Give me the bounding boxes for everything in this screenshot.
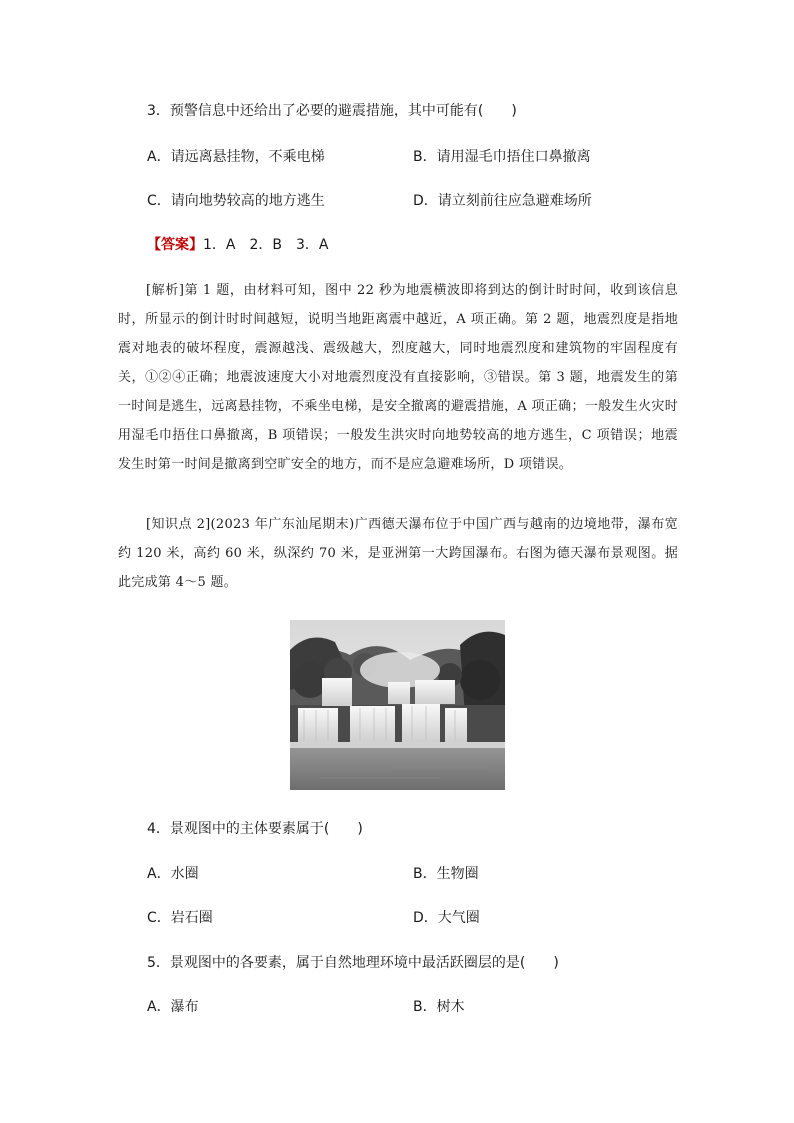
answer-line <box>147 235 328 255</box>
question-4-option-b: B．生物圈 <box>413 866 479 882</box>
question-4-option-c: C．岩石圈 <box>147 910 213 926</box>
question-3-option-c: C．请向地势较高的地方逃生 <box>147 193 325 209</box>
question-5-option-b: B．树木 <box>413 999 465 1015</box>
question-3-stem: 3．预警信息中还给出了必要的避震措施，其中可能有( ) <box>147 103 517 119</box>
answer-tag: 【答案】 <box>147 237 203 253</box>
question-3-option-a: A．请远离悬挂物，不乘电梯 <box>147 149 325 165</box>
question-4-option-a: A．水圈 <box>147 866 199 882</box>
question-5-stem: 5．景观图中的各要素，属于自然地理环境中最活跃圈层的是( ) <box>147 955 559 971</box>
answer-text: 1．A 2．B 3．A <box>203 237 329 253</box>
question-4-stem: 4．景观图中的主体要素属于( ) <box>147 821 363 837</box>
waterfall-photo <box>290 620 505 790</box>
question-4-option-d: D．大气圈 <box>413 910 480 926</box>
question-3-option-d: D．请立刻前往应急避难场所 <box>413 193 592 209</box>
analysis-paragraph: [解析]第 1 题，由材料可知，图中 22 秒为地震横波即将到达的倒计时时间，收到该信息时，所显示的倒计时时间越短，说明当地距离震中越近，A 项正确。第 2 题，地震烈度是指地震对地表的破坏程度，震源越浅、震级越大，烈度越大，同时地震烈度和建筑物的牢固程度有关，①②④正确；地震波速度大小对地震烈度没有直接影响，③错误。第 3 题，地震发生的第一时间是逃生，远离悬挂物，不乘坐电梯，是安全撤离的避震措施，A 项正确；一般发生火灾时用湿毛巾捂住口鼻撤离，B 项错误；一般发生洪灾时向地势较高的地方逃生，C 项错误；地震发生时第一时间是撤离到空旷安全的地方，而不是应急避难场所，D 项错误。 <box>118 283 678 472</box>
knowledge-point-paragraph: [知识点 2](2023 年广东汕尾期末)广西德天瀑布位于中国广西与越南的边境地带，瀑布宽约 120 米，高约 60 米，纵深约 70 米，是亚洲第一大跨国瀑布。右图为德天瀑布景观图。据此完成第 4～5 题。 <box>118 517 678 590</box>
question-3-option-b: B．请用湿毛巾捂住口鼻撤离 <box>413 149 591 165</box>
question-5-option-a: A．瀑布 <box>147 999 199 1015</box>
